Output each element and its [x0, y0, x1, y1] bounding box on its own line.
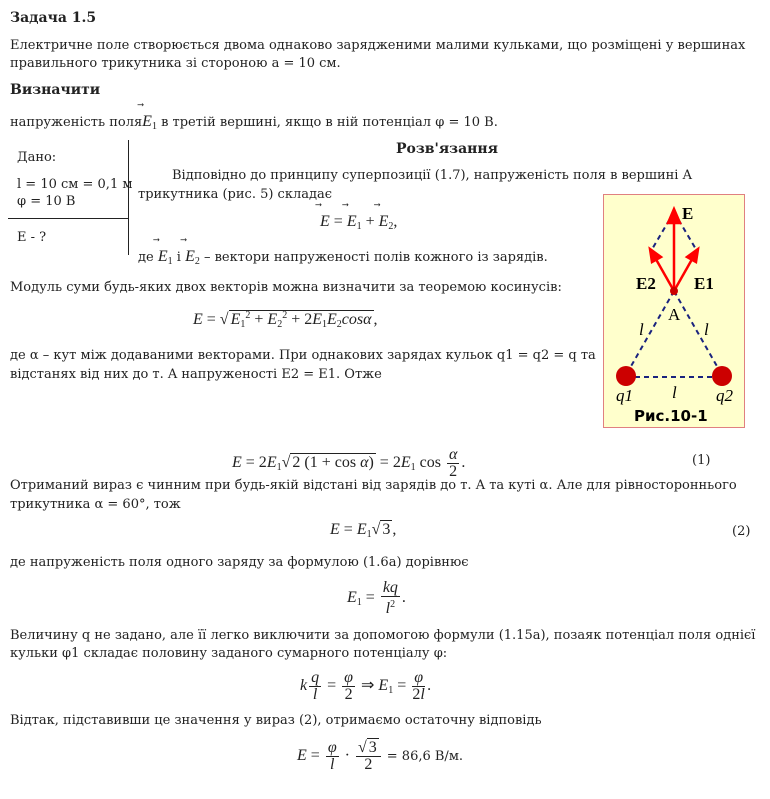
eq-2: $E = E_1√$ 3 ,: [330, 521, 397, 540]
solution-para-1-line-2: трикутника (рис. 5) складає: [138, 187, 333, 202]
determine-pre: напруженість поля: [10, 115, 143, 130]
alpha-text-1: де α – кут між додаваними векторами. При однакових зарядах кульок q1 = q2 = q та: [10, 348, 596, 363]
given-line-1: l = 10 см = 0,1 м: [17, 177, 133, 192]
given-divider: [8, 218, 129, 219]
q-text-1: Величину q не задано, але її легко виключити за допомогою формули (1.15а), позаяк потенціал поля однієї: [10, 628, 756, 643]
eq-1: $E = 2E_1√$ 2 $(1 + \cos \alpha) = 2E_1$ cos $\frac{\alpha}{2}$ .: [232, 446, 466, 480]
label-e: E: [682, 204, 694, 223]
eq-1-number: (1): [692, 453, 711, 468]
solution-para-1-line-1: Відповідно до принципу суперпозиції (1.7), напруженість поля в вершині A: [172, 168, 692, 183]
eq-potential: k $\frac{q}{l}$ = $\frac{\varphi}{2}$ ⇒ $E_1$ = $\frac{\varphi}{2l}$ .: [300, 669, 432, 703]
label-l-base: l: [672, 383, 677, 402]
cosine-text: Модуль суми будь-яких двох векторів можна визначити за теоремою косинусів:: [10, 280, 562, 295]
statement-line-1: Електричне поле створюється двома однаково зарядженими малими кульками, що розміщені у вершинах: [10, 38, 746, 53]
eq-coulomb: $E_1$ = $\frac{kq}{l^2}$ .: [347, 579, 406, 617]
dash-side-left: [626, 291, 674, 375]
figure-svg: [604, 195, 744, 427]
determine-post: в третій вершині, якщо в ній потенціал φ = 10 В.: [156, 115, 498, 130]
valid-text-1: Отриманий вираз є чинним при будь-якій відстані від зарядів до т. A та куті α. Але для рівностороннього: [10, 478, 737, 493]
valid-text-2: трикутника α = 60°, тож: [10, 497, 181, 512]
label-l-left: l: [639, 320, 644, 339]
eq-superposition: ⃗ E = ⃗ $E_1$ + ⃗ $E_2$,: [320, 213, 397, 232]
determine-text: [10, 113, 498, 132]
given-find: E - ?: [17, 230, 47, 245]
label-q2: q2: [716, 386, 733, 405]
eq-cosine: E = √ $E_1^2 + E_2^2 + 2E_1E_2\cos\alpha$ ,: [193, 310, 378, 330]
eq-answer: E = $\frac{\varphi}{l}$ · $\frac{√ 3}{2}$ = 86,6 В/м.: [297, 739, 464, 773]
given-line-2: φ = 10 В: [17, 194, 76, 209]
figure-panel: [603, 194, 745, 428]
determine-heading: Визначити: [10, 82, 101, 98]
dash-side-right: [674, 291, 722, 375]
figure-caption: Рис.10-1: [634, 407, 708, 425]
final-text: Відтак, підставивши це значення у вираз (2), отримаємо остаточну відповідь: [10, 713, 542, 728]
vectors-note: де ⃗ $E_1$ і ⃗ $E_2$ – вектори напруженості полів кожного із зарядів.: [138, 248, 548, 267]
arrow-e2-head: [650, 249, 661, 262]
given-heading: Дано:: [17, 150, 57, 165]
label-e2: E2: [636, 274, 656, 293]
single-charge-text: де напруженість поля одного заряду за формулою (1.6а) дорівнює: [10, 555, 469, 570]
label-e1: E1: [694, 274, 714, 293]
label-a: A: [668, 305, 681, 324]
task-title: Задача 1.5: [10, 10, 97, 26]
solution-heading: Розв'язання: [396, 141, 498, 157]
label-l-right: l: [704, 320, 709, 339]
charge-q2: [712, 366, 732, 386]
point-a: [670, 287, 678, 295]
label-q1: q1: [616, 386, 633, 405]
charge-q1: [616, 366, 636, 386]
statement-line-2: правильного трикутника зі стороною a = 10 см.: [10, 56, 341, 71]
arrow-e-head: [668, 209, 680, 223]
q-text-2: кульки φ1 складає половину заданого сумарного потенціалу φ:: [10, 646, 448, 661]
alpha-text-2: відстанях від них до т. A напруженості E2 = E1. Отже: [10, 367, 382, 382]
vector-e1: ⃗ $E_1$: [142, 113, 157, 132]
answer-value: = 86,6 В/м.: [386, 749, 464, 765]
arrow-e1-head: [687, 249, 698, 262]
eq-2-number: (2): [732, 524, 751, 539]
